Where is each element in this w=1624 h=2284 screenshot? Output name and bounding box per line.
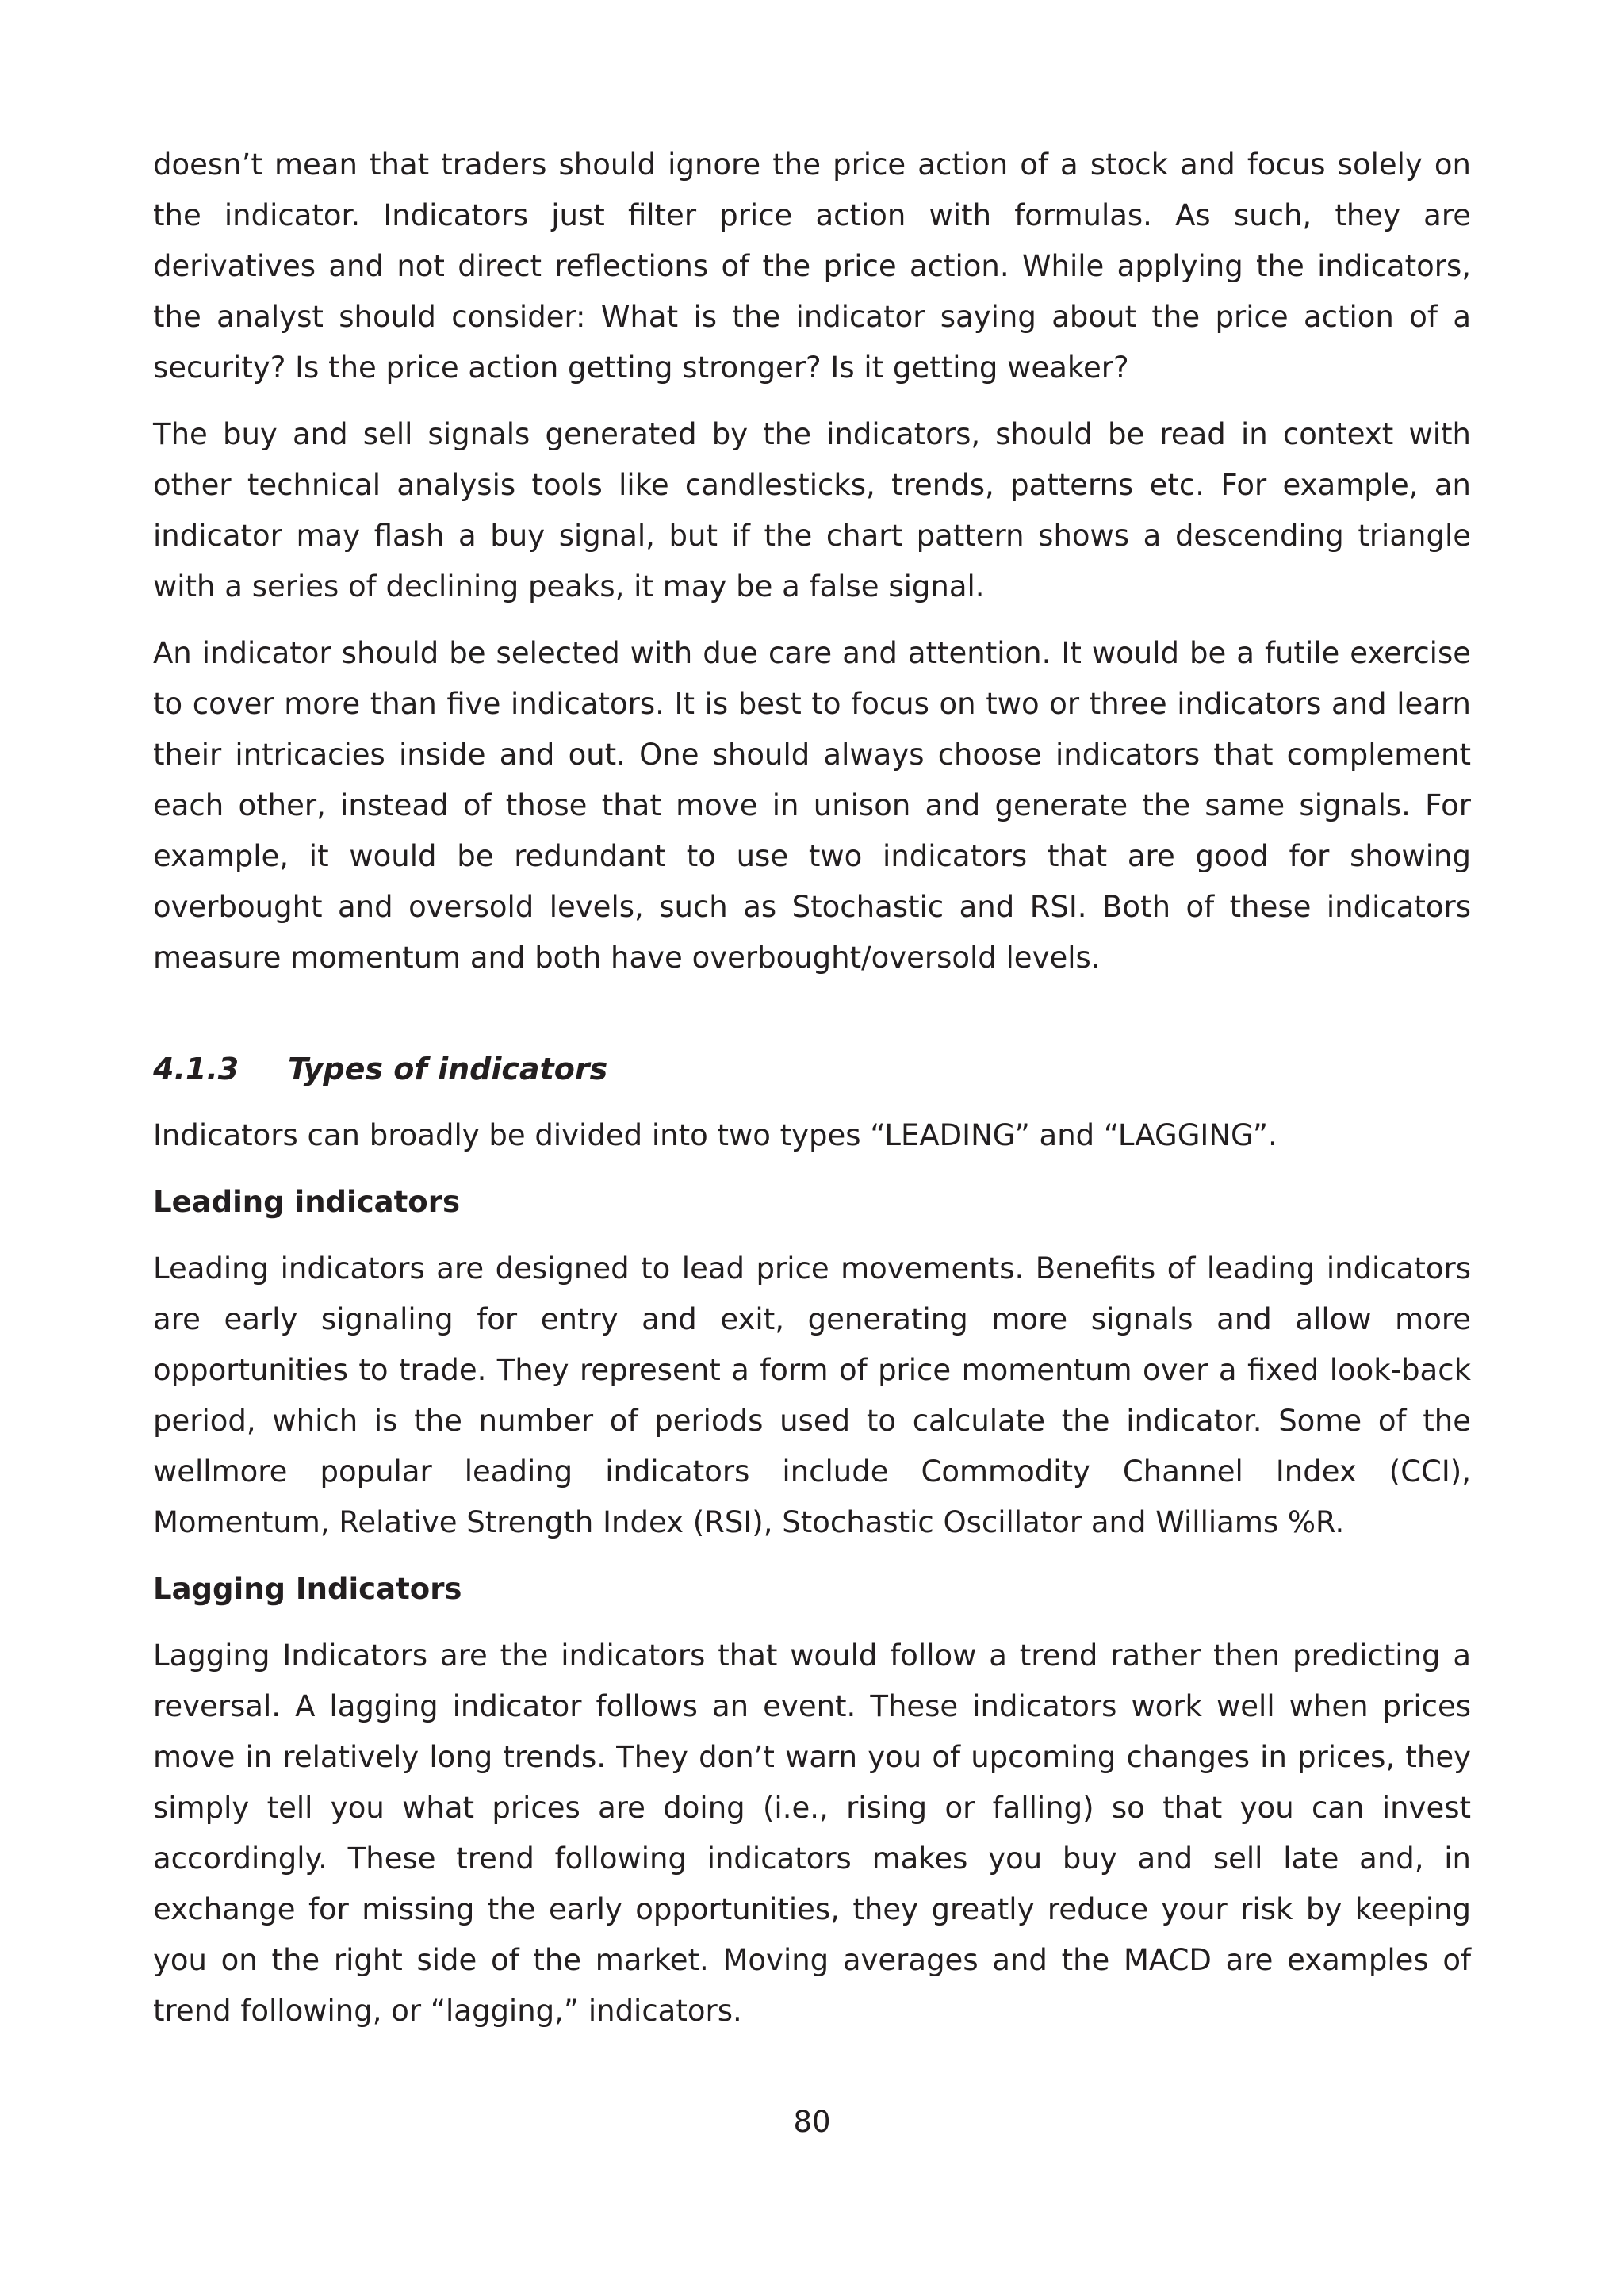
section-title: Types of indicators <box>288 1052 608 1086</box>
paragraph-indicator-selection: An indicator should be selected with due care and attention. It would be a futile exercise to cover more than five indicators. It is best to focus on two or three indicators and learn their intricacies inside and out. One should always choose indicators that complement each other, instead of those that move in unison and generate the same signals. For example, it would be redundant to use two indicators that are good for showing overbought and oversold levels, such as Stochastic and RSI. Both of these indicators measure momentum and both have overbought/oversold levels. <box>153 636 1471 975</box>
paragraph-buy-sell-signals: The buy and sell signals generated by the indicators, should be read in context with other technical analysis tools like candlesticks, trends, patterns etc. For example, an indicator may flash a buy signal, but if the chart pattern shows a descending triangle with a series of declining peaks, it may be a false signal. <box>153 417 1471 604</box>
leading-indicators-paragraph: Leading indicators are designed to lead price movements. Benefits of leading indicators are early signaling for entry and exit, generating more signals and allow more opportunities to trade. They represent a form of price momentum over a fixed look-back period, which is the number of periods used to calculate the indicator. Some of the wellmore popular leading indicators include Commodity Channel Index (CCI), Momentum, Relative Strength Index (RSI), Stochastic Oscillator and Williams %R. <box>153 1251 1471 1539</box>
paragraph-price-action: doesn’t mean that traders should ignore the price action of a stock and focus solely on the indicator. Indicators just filter price action with formulas. As such, they are derivatives and not direct reflections of the price action. While applying the indicators, the analyst should consider: What is the indicator saying about the price action of a security? Is the price action getting stronger? Is it getting weaker? <box>153 148 1471 385</box>
lagging-indicators-paragraph: Lagging Indicators are the indicators that would follow a trend rather then predicting a reversal. A lagging indicator follows an event. These indicators work well when prices move in relatively long trends. They don’t warn you of upcoming changes in prices, they simply tell you what prices are doing (i.e., rising or falling) so that you can invest accordingly. These trend following indicators makes you buy and sell late and, in exchange for missing the early opportunities, they greatly reduce your risk by keeping you on the right side of the market. Moving averages and the MACD are examples of trend following, or “lagging,” indicators. <box>153 1638 1471 2028</box>
lagging-indicators-heading: Lagging Indicators <box>153 1572 462 1606</box>
section-intro: Indicators can broadly be divided into two types “LEADING” and “LAGGING”. <box>153 1118 1277 1152</box>
leading-indicators-heading: Leading indicators <box>153 1185 460 1219</box>
page-number: 80 <box>793 2105 831 2139</box>
section-heading <box>153 1044 1471 1094</box>
page-content <box>153 140 1471 2052</box>
section-number: 4.1.3 <box>153 1052 239 1086</box>
